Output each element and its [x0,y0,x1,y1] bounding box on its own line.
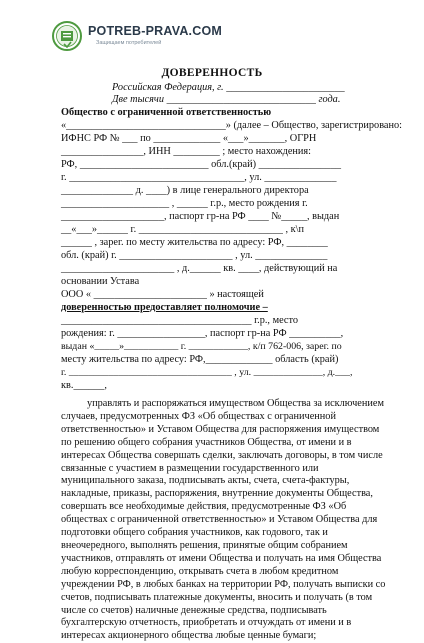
doc-line: ИФНС РФ № ___ по _____________ «___»_______, ОГРН [61,133,317,144]
doc-line: кв.______, [61,380,107,391]
doc-line: ______________ д. ____) в лице генерального директора [61,185,309,196]
document-title: ДОВЕРЕННОСТЬ [161,67,263,79]
doc-line: месту жительства по адресу: РФ,_____________ область (край) [61,354,339,365]
doc-line: г. _________________________________ , ул. ______________, д.___, [61,367,353,378]
doc-line: ________________, ИНН _________ ; место нахождения: [61,146,312,157]
powers-text: управлять и распоряжаться имуществом Общества за исключением случаев, предусмотренных ФЗ «Об обществах с ограниченной ответственностью» и Уставом Общества для распоряжения имуществом по решению общего собрания участников Общества, от имени и в интересах Общества совершать сделки, заключать договоры, в том числе связанные с участием в размещении государственного или муниципального заказа, подписывать акты, счета, счета-фактуры, накладные, приказы, распоряжения, внутренние документы Общества, совершать все необходимые действия, предусмотренные ФЗ «Об обществах с ограниченной ответственностью» и Уставом Общества для подготовки общего собрания участников, как годового, так и внеочередного, выполнять решения, принятые общим собранием участников, отправлять от имени Общества и получать на имя Общества любую корреспонденцию, открывать счета в любом кредитном учреждении РФ, в любых банках на территории РФ, получать выписки со счетов, подписывать платежные документы, вносить и получать (в том числе со счетов) наличные денежные средства, подписывать бухгалтерскую отчетность, приобретать и отчуждать от имени и в интересах акционерного общества любые ценные бумаги; [61,398,386,642]
site-name: POTREB-PRAVA.COM [88,24,222,38]
doc-line: рождения: г. _________________, паспорт гр-на РФ __________, [61,328,344,339]
doc-line: ______________________ , д.______ кв. ____, действующий на [61,263,338,274]
doc-line: _____________________ , ______ г.р., место рождения г. [61,198,308,209]
doc-line: выдан «_____»___________ г. ____________, к/п 762-006, зарег. по [61,341,342,352]
site-tagline: Защищаем потребителей [96,40,162,46]
doc-line: __«___»______ г. ____________________________ , к\п [61,224,304,235]
doc-line-authority: доверенностью предоставляет полномочие – [61,302,268,313]
doc-line: основании Устава [61,276,140,287]
powers-paragraph [61,398,391,643]
doc-line: ______ , зарег. по месту жительства по адресу: РФ, ________ [61,237,328,248]
doc-line-year: Две тысячи _____________________________ года. [112,94,341,105]
doc-line: обл. (край) г. ______________________ , ул. ______________ [61,250,328,261]
doc-line: ООО « ______________________ » настоящей [61,289,264,300]
doc-line: г. __________________________________, ул. ______________ [61,172,337,183]
doc-line: _____________________________________ г.р., место [61,315,298,326]
site-logo[interactable] [52,20,222,56]
shield-badge-icon [52,20,82,54]
doc-line: ____________________, паспорт гр-на РФ ____ №_____, выдан [61,211,340,222]
doc-line-company-form: Общество с ограниченной ответственностью [61,107,272,118]
doc-line: РФ, _________________________ обл.(край) ________________ [61,159,342,170]
doc-line-company-name: «_______________________________» (далее – Общество, зарегистрировано: [61,120,403,131]
doc-line-city: Российская Федерация, г. _______________________ [112,82,345,93]
